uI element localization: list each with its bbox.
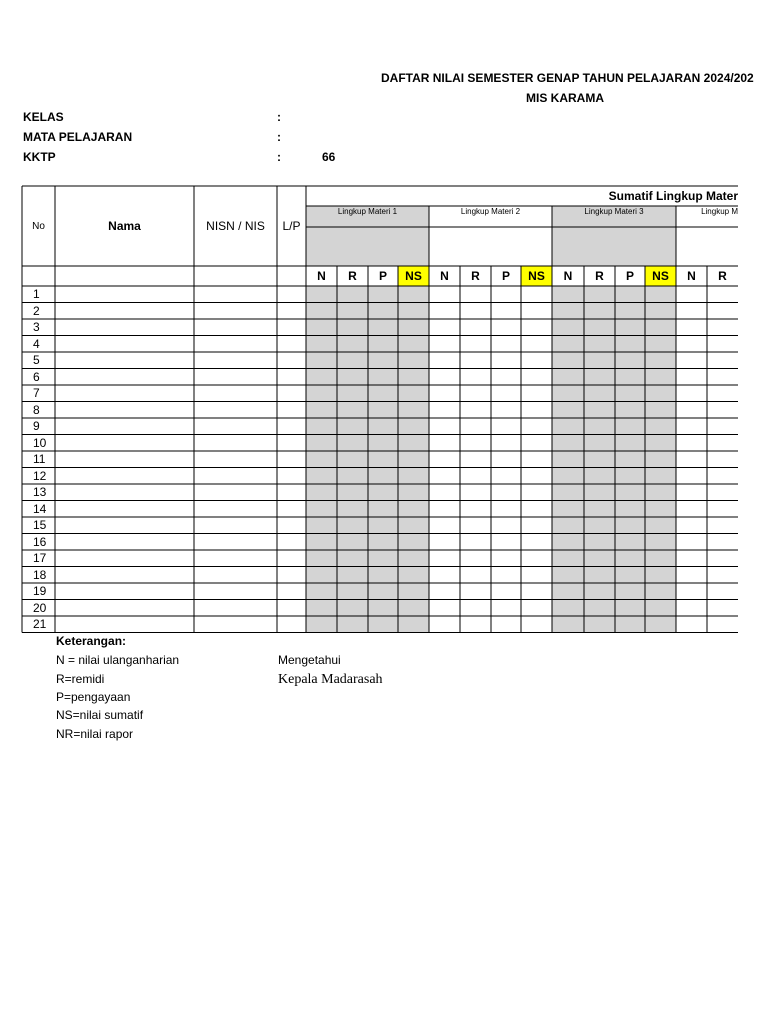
subheader-ns: NS bbox=[521, 266, 552, 286]
table-row-number: 13 bbox=[22, 484, 66, 501]
table-row-number: 15 bbox=[22, 517, 66, 534]
table-row-number: 3 bbox=[22, 319, 66, 336]
subheader-r: R bbox=[718, 269, 727, 283]
shaded-column bbox=[398, 286, 429, 633]
kktp-value: 66 bbox=[322, 150, 336, 164]
mapel-label: MATA PELAJARAN bbox=[23, 130, 133, 144]
table-row-number: 6 bbox=[22, 369, 66, 386]
subheader-r: R bbox=[595, 269, 604, 283]
kktp-label: KKTP bbox=[23, 150, 56, 164]
header-lingkup-materi-2: Lingkup Materi 2 bbox=[460, 207, 521, 216]
table-row-number: 12 bbox=[22, 468, 66, 485]
header-lp: L/P bbox=[282, 219, 301, 233]
table-row-number: 2 bbox=[22, 303, 66, 320]
shaded-column bbox=[645, 286, 676, 633]
subheader-r: R bbox=[348, 269, 357, 283]
subheader-ns: NS bbox=[398, 266, 429, 286]
note-r: R=remidi bbox=[56, 672, 105, 686]
table-row-number: 8 bbox=[22, 402, 66, 419]
shaded-column bbox=[337, 286, 368, 633]
shaded-column bbox=[584, 286, 615, 633]
table-row-number: 11 bbox=[22, 451, 66, 468]
table-row-number: 20 bbox=[22, 600, 66, 617]
table-row-number: 4 bbox=[22, 336, 66, 353]
table-row-number: 14 bbox=[22, 501, 66, 518]
note-p: P=pengayaan bbox=[56, 690, 131, 704]
mengetahui-label: Mengetahui bbox=[278, 653, 341, 667]
table-row-number: 7 bbox=[22, 385, 66, 402]
header-sumatif-group: Sumatif Lingkup Mater bbox=[608, 189, 738, 203]
subheader-n: N bbox=[687, 269, 696, 283]
table-row-number: 17 bbox=[22, 550, 66, 567]
shaded-column bbox=[552, 286, 584, 633]
kelas-label: KELAS bbox=[23, 110, 64, 124]
subheader-n: N bbox=[317, 269, 326, 283]
subheader-p: P bbox=[501, 269, 510, 283]
table-row-number: 21 bbox=[22, 616, 66, 633]
note-nr: NR=nilai rapor bbox=[56, 727, 134, 741]
subheader-p: P bbox=[625, 269, 634, 283]
subheader-n: N bbox=[440, 269, 449, 283]
header-lingkup-materi-1: Lingkup Materi 1 bbox=[337, 207, 398, 216]
mapel-colon: : bbox=[277, 130, 281, 144]
shaded-column bbox=[306, 286, 337, 633]
notes-block bbox=[56, 634, 126, 648]
table-row-number: 1 bbox=[22, 286, 66, 303]
table-row-number: 9 bbox=[22, 418, 66, 435]
note-ns: NS=nilai sumatif bbox=[56, 708, 144, 722]
header-nisn: NISN / NIS bbox=[206, 219, 265, 233]
document-title: DAFTAR NILAI SEMESTER GENAP TAHUN PELAJARAN 2024/202 bbox=[381, 71, 754, 85]
table-row-number: 10 bbox=[22, 435, 66, 452]
header-no: No bbox=[32, 220, 45, 232]
note-n: N = nilai ulanganharian bbox=[56, 653, 180, 667]
school-name: MIS KARAMA bbox=[526, 91, 604, 105]
table-row-number: 18 bbox=[22, 567, 66, 584]
table-row-number: 16 bbox=[22, 534, 66, 551]
header-lingkup-materi-4: Lingkup M bbox=[701, 207, 738, 216]
notes-heading: Keterangan: bbox=[56, 634, 127, 648]
subheader-p: P bbox=[378, 269, 387, 283]
kepala-madrasah-label: Kepala Madarasah bbox=[278, 672, 383, 687]
kktp-colon: : bbox=[277, 150, 281, 164]
subheader-n: N bbox=[563, 269, 573, 283]
kelas-colon: : bbox=[277, 110, 281, 124]
shaded-column bbox=[368, 286, 398, 633]
table-row-number: 19 bbox=[22, 583, 66, 600]
table-row-number: 5 bbox=[22, 352, 66, 369]
shaded-column bbox=[615, 286, 645, 633]
subheader-r: R bbox=[471, 269, 480, 283]
header-lingkup-materi-3: Lingkup Materi 3 bbox=[584, 207, 644, 216]
header-nama: Nama bbox=[108, 219, 141, 233]
subheader-ns: NS bbox=[645, 266, 676, 286]
